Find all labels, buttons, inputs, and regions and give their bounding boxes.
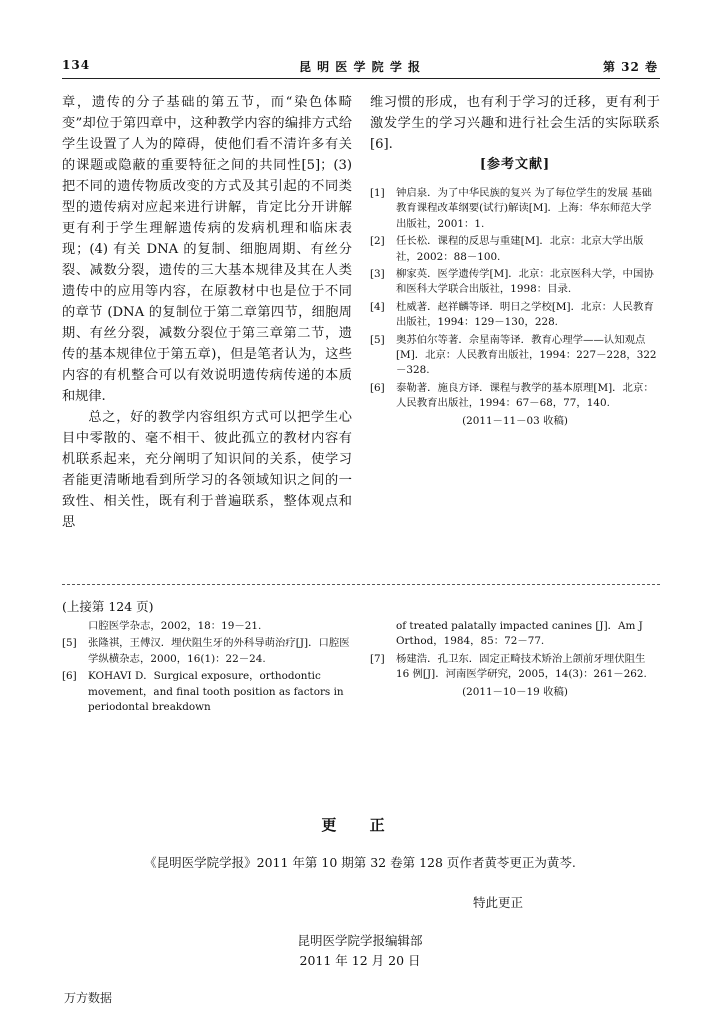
reference-item: [6] KOHAVI D．Surgical exposure，orthodontic movement，and final tooth position as factors in periodontal breakdown xyxy=(62,670,344,714)
header-rule xyxy=(62,78,660,79)
reference-item: [7] 杨建浩．孔卫东．固定正畸技术矫治上颌前牙埋伏阻生 16 例[J]．河南医学研究，2005，14(3)：261－262. xyxy=(370,652,647,681)
reference-item: [6] 泰勒著．施良方译．课程与教学的基本原理[M]．北京：人民教育出版社，1994：67－68，77，140. xyxy=(370,381,654,410)
body-paragraph-2: 总之，好的教学内容组织方式可以把学生心目中零散的、毫不相干、彼此孤立的教材内容有机联系起来，充分阐明了知识间的关系，使学习者能更清晰地看到所学习的各领域知识之间的一致性、相关性，既有利于普遍联系，整体观点和思 xyxy=(62,410,352,530)
body-paragraph-3: 维习惯的形成，也有利于学习的迁移，更有利于激发学生的学习兴趣和进行社会生活的实际联系[6]. xyxy=(370,95,660,152)
body-left-column xyxy=(62,92,352,533)
reference-item: [3] 柳家英．医学遗传学[M]．北京：北京医科大学，中国协和医科大学联合出版社，1998：目录. xyxy=(370,268,654,296)
journal-title: 昆 明 医 学 院 学 报 xyxy=(298,60,422,74)
body-paragraph-1: 章，遗传的分子基础的第五节，而“染色体畸变”却位于第四章中，这种教学内容的编排方式给学生设置了人为的障碍，使他们看不清许多有关的课题或隐蔽的重要特征之间的共同性[5]；(3) 把不同的遗传物质改变的方式及其引起的不同类型的遗传病对应起来进行讲解，肯定比分开讲解更有利于学生理解遗传病的发病机理和临床表现；(4) 有关 DNA 的复制、细胞周期、有丝分裂、减数分裂，遗传的三大基本规律及其在人类遗传中的应用等内容，在原教材中也是位于不同的章节 (DNA 的复制位于第二章第四节，细胞周期、有丝分裂，减数分裂位于第三章第二节，遗传的基本规律位于第五章)，但是笔者认为，这些内容的有机整合可以有效说明遗传病传递的本质和规律. xyxy=(62,95,352,404)
correction-title: 更 正 xyxy=(321,816,399,834)
volume-label: 第 32 卷 xyxy=(602,60,658,74)
received-date: (2011－10－19 收稿) xyxy=(462,685,568,698)
correction-department: 昆明医学院学报编辑部 xyxy=(297,933,423,948)
section-divider xyxy=(62,584,660,585)
continued-references-left xyxy=(62,619,352,717)
continued-label: (上接第 124 页) xyxy=(62,599,154,614)
reference-item: 口腔医学杂志，2002，18：19－21. xyxy=(88,620,262,632)
correction-sign: 特此更正 xyxy=(473,895,524,910)
reference-item: [5] 奥苏伯尔等著．佘星南等译．教育心理学——认知观点[M]．北京：人民教育出版社，1994：227－228，322－328. xyxy=(370,333,657,377)
continued-references-right xyxy=(370,619,660,700)
references-heading: [参考文献] xyxy=(479,157,551,172)
body-right-column xyxy=(370,92,660,155)
correction-date: 2011 年 12 月 20 日 xyxy=(299,953,421,968)
correction-text: 《昆明医学院学报》2011 年第 10 期第 32 卷第 128 页作者黄苓更正为黄芩. xyxy=(144,855,576,870)
reference-item: [1] 钟启泉．为了中华民族的复兴 为了每位学生的发展 基础教育课程改革纲要(试行)解读[M]．上海：华东师范大学出版社，2001：1. xyxy=(370,187,652,230)
reference-item: [5] 张隆祺，王傅汉．埋伏阻生牙的外科导萌治疗[J]．口腔医学纵横杂志，2000，16(1)：22－24. xyxy=(62,637,350,665)
reference-item: [4] 杜威著．赵祥麟等译．明日之学校[M]．北京：人民教育出版社，1994：129－130，228. xyxy=(370,300,654,329)
reference-item: [2] 任长松．课程的反思与重建[M]．北京：北京大学出版社，2002：88－100. xyxy=(370,235,644,263)
page-number: 134 xyxy=(62,58,91,72)
watermark: 万方数据 xyxy=(64,991,113,1005)
reference-item: of treated palatally impacted canines [J]．Am J Orthod，1984，85：72－77. xyxy=(396,620,643,648)
references-list xyxy=(370,186,660,429)
received-date: (2011－11－03 收稿) xyxy=(462,414,568,427)
